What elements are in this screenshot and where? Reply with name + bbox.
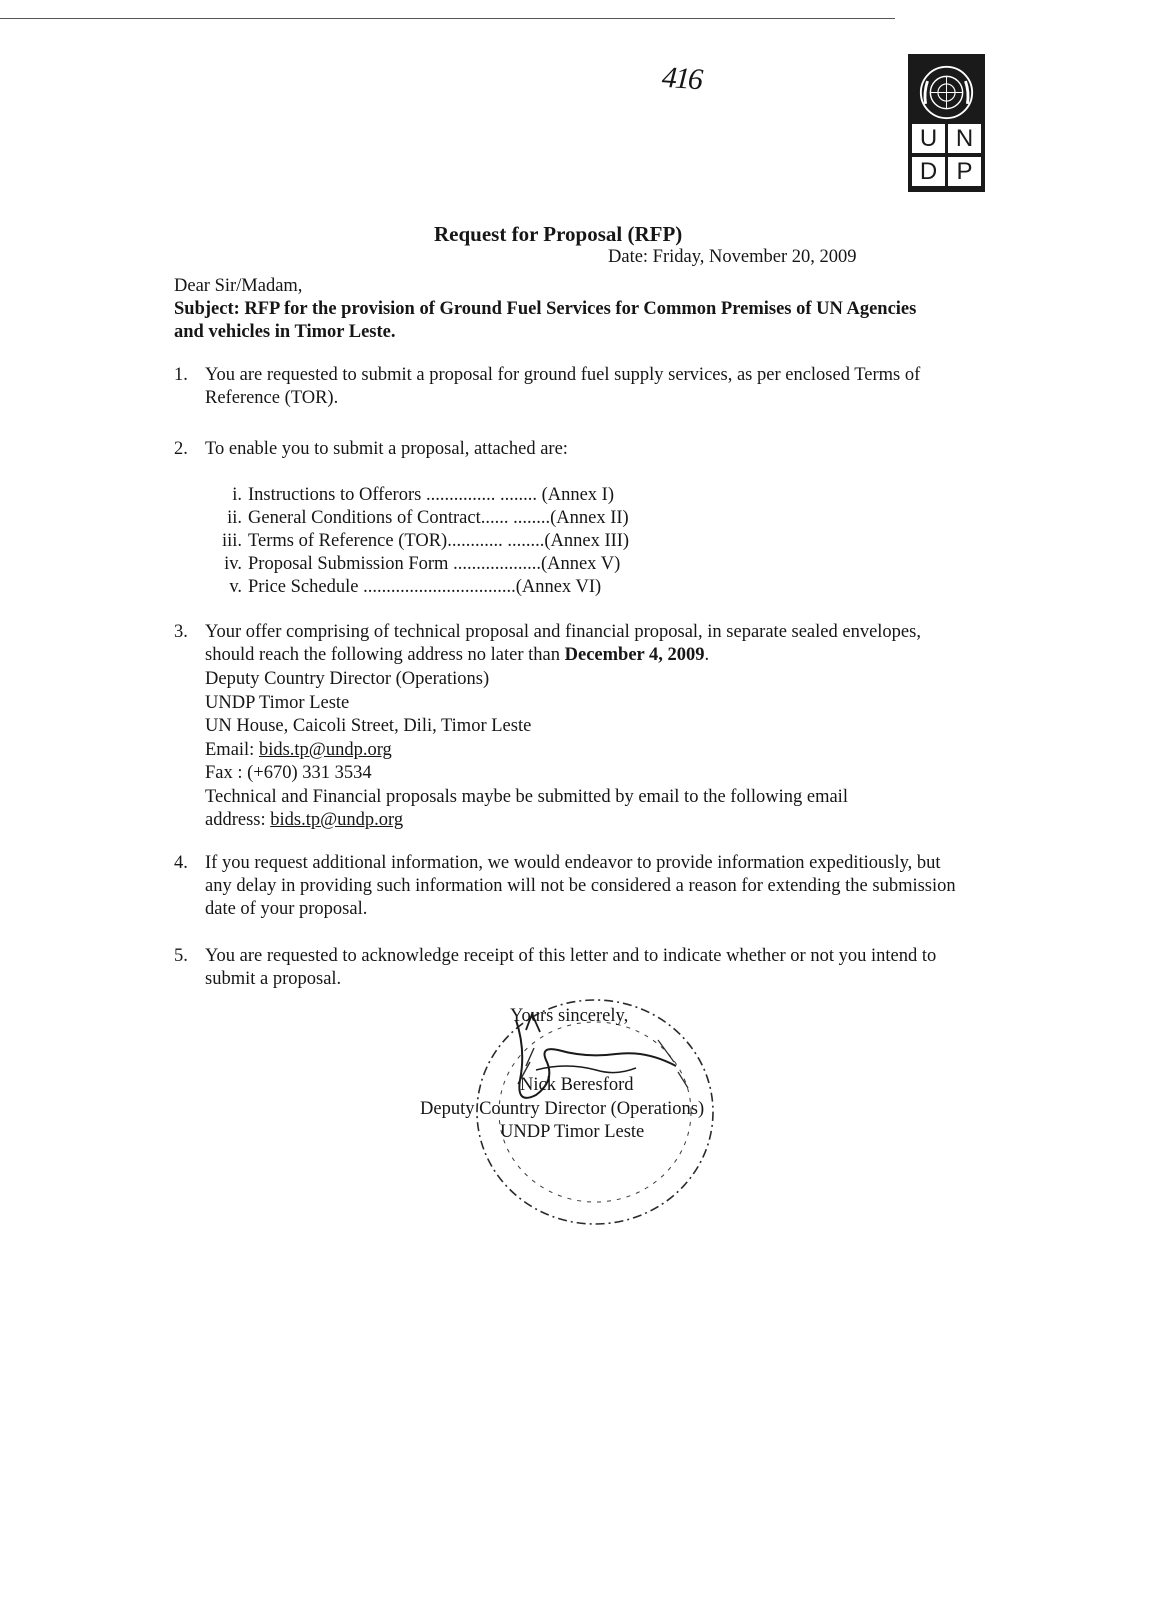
logo-letter-u: U <box>912 124 945 153</box>
email-line: Email: bids.tp@undp.org <box>205 739 392 760</box>
annex-item <box>196 507 716 530</box>
list-item-number: 5. <box>174 946 188 966</box>
annex-text: Instructions to Offerors ............... ........ (Annex I) <box>248 485 614 505</box>
deadline-date: December 4, 2009 <box>564 645 705 665</box>
logo-letter-p: P <box>948 157 981 186</box>
fax-line: Fax : (+670) 331 3534 <box>205 763 372 783</box>
list-item-number: 4. <box>174 853 188 873</box>
signatory-name: Nick Beresford <box>520 1075 634 1095</box>
email-link[interactable]: bids.tp@undp.org <box>270 810 404 830</box>
logo-letter-n: N <box>948 124 981 153</box>
salutation: Dear Sir/Madam, <box>174 276 303 296</box>
annex-text: Terms of Reference (TOR)............ ........(Annex III) <box>248 531 630 551</box>
email-link[interactable]: bids.tp@undp.org <box>258 739 392 760</box>
list-item-2 <box>174 438 964 461</box>
annex-item <box>196 530 716 553</box>
annex-text: General Conditions of Contract...... ........(Annex II) <box>248 508 629 528</box>
annex-text: Proposal Submission Form ...................(Annex V) <box>248 554 621 574</box>
annex-text: Price Schedule .................................(Annex VI) <box>248 577 602 597</box>
signature-closing: Yours sincerely, <box>510 1006 629 1026</box>
annex-item <box>196 553 716 576</box>
document-date: Date: Friday, November 20, 2009 <box>608 247 857 267</box>
list-item-4 <box>174 852 964 921</box>
annex-number: i. <box>232 485 242 505</box>
annex-number: ii. <box>227 508 242 528</box>
email-note: Technical and Financial proposals maybe be submitted by email to the following email <box>205 786 848 807</box>
annex-item <box>196 484 716 507</box>
signatory-title: Deputy Country Director (Operations) <box>420 1099 705 1119</box>
handwritten-page-number: 416 <box>660 60 703 97</box>
scan-top-rule <box>0 18 895 19</box>
logo-letter-d: D <box>912 157 945 186</box>
list-item-number: 3. <box>174 622 188 642</box>
address-line: UNDP Timor Leste <box>205 692 350 713</box>
list-item-text: If you request additional information, we would endeavor to provide information expeditiously, but any delay in providing such information will not be considered a reason for extending the submission date of your proposal. <box>205 853 956 919</box>
list-item-text: You are requested to acknowledge receipt of this letter and to indicate whether or not you intend to submit a proposal. <box>205 946 937 989</box>
list-item-1 <box>174 364 964 410</box>
list-item-text: To enable you to submit a proposal, attached are: <box>205 439 568 459</box>
list-item-number: 1. <box>174 365 188 385</box>
annex-number: v. <box>229 577 242 597</box>
subject-line: Subject: RFP for the provision of Ground Fuel Services for Common Premises of UN Agencies and vehicles in Timor Leste. <box>174 299 917 342</box>
annex-number: iii. <box>221 531 242 551</box>
list-item-text: You are requested to submit a proposal for ground fuel supply services, as per enclosed Terms of Reference (TOR). <box>205 365 921 408</box>
signatory-organization: UNDP Timor Leste <box>500 1122 645 1142</box>
un-emblem-icon <box>918 64 975 121</box>
address-block <box>205 668 965 833</box>
address-line: UN House, Caicoli Street, Dili, Timor Leste <box>205 716 532 736</box>
list-item-text: Your offer comprising of technical proposal and financial proposal, in separate sealed envelopes, should reach the following address no later than December 4, 2009. <box>205 622 921 665</box>
list-item-5 <box>174 945 964 991</box>
list-item-number: 2. <box>174 439 188 459</box>
address-line: Deputy Country Director (Operations) <box>205 669 490 689</box>
annex-number: iv. <box>224 554 242 574</box>
undp-logo <box>908 54 985 192</box>
email-note-address: address: bids.tp@undp.org <box>205 810 404 830</box>
list-item-3 <box>174 621 964 667</box>
annex-item <box>196 576 716 599</box>
document-title: Request for Proposal (RFP) <box>434 222 683 246</box>
